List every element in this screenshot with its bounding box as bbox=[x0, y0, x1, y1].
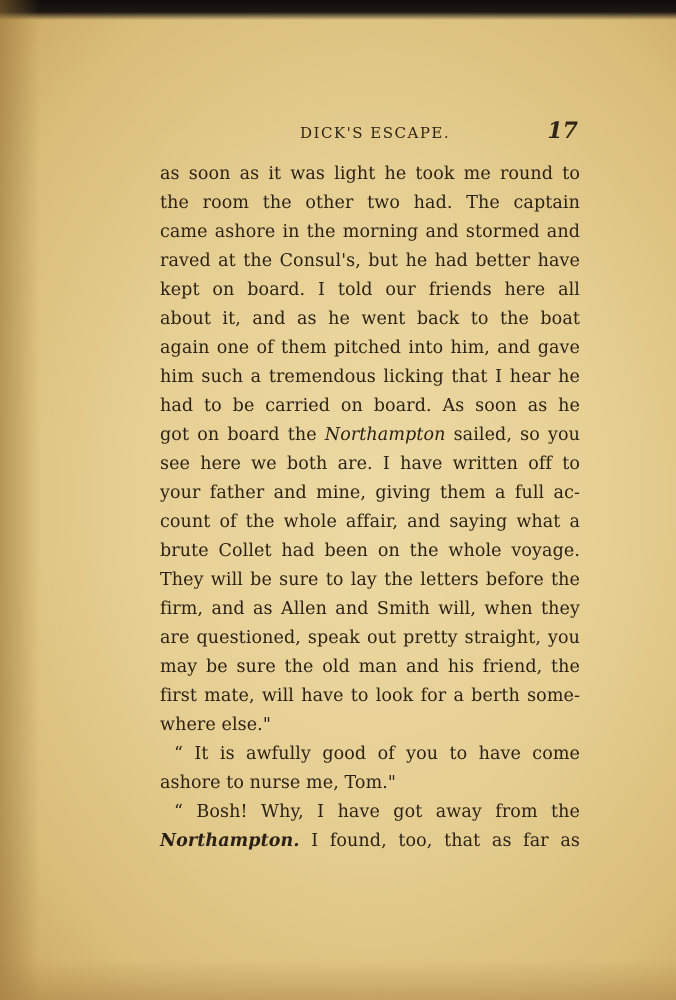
chapter-title: DICK'S ESCAPE. bbox=[300, 124, 451, 142]
ship-name: Northampton bbox=[324, 425, 446, 445]
text-line: kept on board. I told our friends here all bbox=[160, 280, 580, 300]
text-segment: I found, too, that as far as bbox=[299, 831, 580, 851]
text-line: count of the whole affair, and saying what a bbox=[160, 512, 580, 532]
page-gutter-shadow bbox=[0, 0, 40, 1000]
page-number: 17 bbox=[547, 118, 578, 144]
text-line: your father and mine, giving them a full ac- bbox=[160, 483, 580, 503]
text-line bbox=[160, 421, 580, 450]
text-line: “ Bosh! Why, I have got away from the bbox=[174, 802, 580, 822]
ship-name: Northampton. bbox=[160, 831, 300, 851]
text-line: where else." bbox=[160, 715, 271, 735]
text-line: about it, and as he went back to the boat bbox=[160, 309, 580, 329]
text-line: may be sure the old man and his friend, the bbox=[160, 657, 580, 677]
text-line: They will be sure to lay the letters before the bbox=[160, 570, 580, 590]
body-text bbox=[160, 160, 580, 856]
text-line: are questioned, speak out pretty straight, you bbox=[160, 628, 580, 648]
text-segment: got on board the bbox=[160, 425, 325, 445]
text-line: him such a tremendous licking that I hear he bbox=[160, 367, 580, 387]
page-top-shadow bbox=[0, 0, 676, 20]
text-line: brute Collet had been on the whole voyage. bbox=[160, 541, 580, 561]
text-line: “ It is awfully good of you to have come bbox=[174, 744, 580, 764]
text-line: the room the other two had. The captain bbox=[160, 193, 580, 213]
text-segment: sailed, so you bbox=[445, 425, 580, 445]
text-line: firm, and as Allen and Smith will, when they bbox=[160, 599, 580, 619]
text-line: see here we both are. I have written off to bbox=[160, 454, 580, 474]
text-line: had to be carried on board. As soon as he bbox=[160, 396, 580, 416]
text-line: raved at the Consul's, but he had better have bbox=[160, 251, 580, 271]
text-line: again one of them pitched into him, and gave bbox=[160, 338, 580, 358]
text-line: came ashore in the morning and stormed and bbox=[160, 222, 580, 242]
running-head bbox=[160, 118, 578, 148]
text-line: first mate, will have to look for a berth some- bbox=[160, 686, 580, 706]
text-line: as soon as it was light he took me round to bbox=[160, 164, 580, 184]
text-line bbox=[160, 827, 580, 856]
text-line: ashore to nurse me, Tom." bbox=[160, 773, 397, 793]
page-bottom-shadow bbox=[0, 960, 676, 1000]
